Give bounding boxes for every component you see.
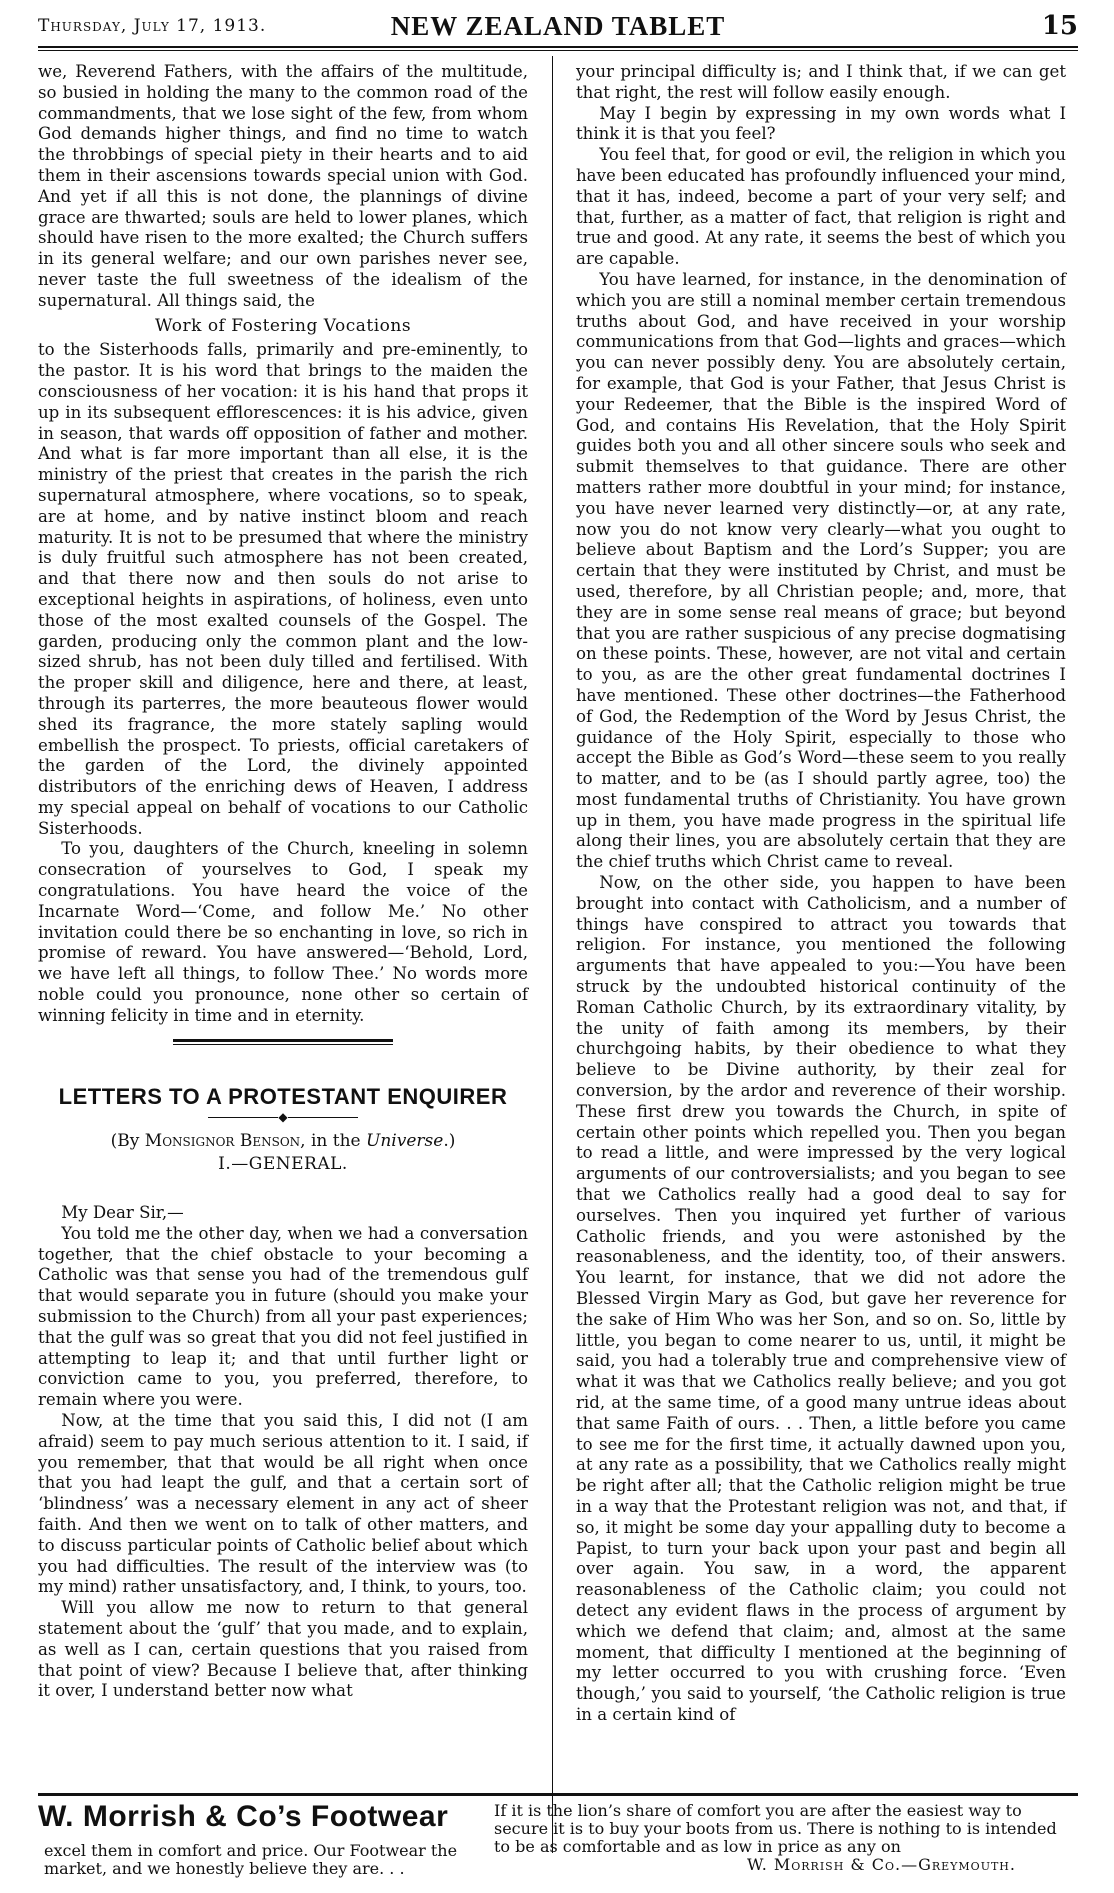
page-header	[38, 6, 1078, 46]
column-divider	[552, 56, 553, 1853]
masthead-title: NEW ZEALAND TABLET	[390, 10, 726, 41]
ad-body	[494, 1802, 1076, 1874]
source-name: Universe	[366, 1131, 444, 1152]
letter-paragraph: You told me the other day, when we had a conversation together, that the chief obstacle to your becoming a Catholic was that sense you had of the tremendous gulf that would separate you in future (should you make your submission to the Church) from all your past experiences; that the gulf was so great that you did not feel justified in attempting to leap it; and that until further light or conviction came to you, you preferred, therefore, to remain where you were.	[38, 1223, 528, 1410]
right-column	[576, 62, 1066, 1726]
letter-paragraph: You feel that, for good or evil, the religion in which you have been educated has profoundly influenced your mind, that it has, indeed, become a part of your very self; and that, further, as a matter of fact, that religion is right and true and good. At any rate, it seems the best of which you are capable.	[576, 145, 1066, 269]
section-heading: I.—GENERAL.	[218, 1154, 348, 1175]
section-subhead: Work of Fostering Vocations	[154, 315, 412, 336]
letter-salutation: My Dear Sir,—	[61, 1203, 184, 1223]
author-name: Monsignor Benson	[144, 1131, 301, 1152]
article-separator-thin	[173, 1044, 393, 1045]
page-number: 15	[1041, 11, 1078, 41]
ad-subtext: excel them in comfort and price. Our Footwear the market, and we honestly believe they are. . .	[44, 1841, 458, 1878]
letter-paragraph: Now, on the other side, you happen to have been brought into contact with Catholicism, and a number of things have conspired to attract you towards that religion. For instance, you mentioned the following arguments that have appealed to you:—You have been struck by the undoubted historical continuity of the Roman Catholic Church, by its extraordinary vitality, by the unity of faith among its members, by their churchgoing habits, by their obedience to what they believe to be Divine authority, by their zeal for conversion, by the ardor and reverence of their worship. These first drew you towards the Church, in spite of certain other points which repelled you. Then you began to read a little, and were impressed by the very logical arguments of our controversialists; and you began to see that we Catholics really had a good deal to say for ourselves. Then you inquired yet further of various Catholic friends, and you were astonished by the reasonableness, and the identity, too, of their answers. You learnt, for instance, that we did not adore the Blessed Virgin Mary as God, but gave her reverence for the sake of Him Who was her Son, and so on. So, little by little, you began to come nearer to us, until, it might be said, you had a tolerably true and comprehensive view of what it was that we Catholics really believe; and you got rid, at the same time, of a good many untrue ideas about that same Faith of ours. . . Then, a little before you came to see me for the first time, it actually dawned upon you, at any rate as a possibility, that we Catholics really might be right after all; that the Catholic religion might be true in a way that the Protestant religion was not, and that, if so, it might be some day your appalling duty to become a Papist, to turn your back upon your past and begin all over again. You saw, in a word, the apparent reasonableness of the Catholic claim; you could not detect any evident flaws in the process of argument by which we defend that claim; and, almost at the same moment, that difficulty I mentioned at the beginning of my letter occurred to you with crushing force. ‘Even though,’ you said to yourself, ‘the Catholic religion is true in a certain kind of	[576, 873, 1066, 1724]
daughters-paragraph: To you, daughters of the Church, kneeling in solemn consecration of yourselves to God, I speak my congratulations. You have heard the voice of the Incarnate Word—‘Come, and follow Me.’ No other invitation could there be so enchanting in love, so rich in promise of reward. You have answered—‘Behold, Lord, we have left all things, to follow Thee.’ No words more noble could you pronounce, none other so certain of winning felicity in time and in eternity.	[38, 839, 528, 1025]
intro-paragraph: we, Reverend Fathers, with the affairs of the multitude, so busied in holding the many to the common road of the commandments, that we lose sight of the few, from whom God demands higher things, and find no time to watch the throbbings of special piety in their hearts and to aid them in their ascensions towards special union with God. And yet if all this is not done, the plannings of divine grace are thwarted; souls are held to lower planes, which should have risen to the more exalted; the Church suffers in its general welfare; and our own parishes never see, never taste the full sweetness of the idealism of the supernatural. All things said, the	[38, 62, 528, 310]
header-rule	[38, 46, 1078, 48]
vocations-paragraph: to the Sisterhoods falls, primarily and pre-eminently, to the pastor. It is his word that brings to the maiden the consciousness of her vocation: it is his hand that props it up in its subsequent efflorescences: it is his advice, given in season, that wards off opposition of father and mother. And what is far more important than all else, it is the ministry of the priest that creates in the parish the rich supernatural atmosphere, where vocations, so to speak, are at home, and by native instinct bloom and reach maturity. It is not to be presumed that where the ministry is duly fruitful such atmosphere has not been created, and that there now and then souls do not arise to exceptional heights in aspirations, of holiness, even unto those of the most exalted counsels of the Gospel. The garden, producing only the common plant and the low-sized shrub, has not been duly tilled and fertilised. With the proper skill and diligence, here and there, at least, through its parterres, the more beauteous flower would shed its fragrance, the more stately sapling would embellish the prospect. To priests, official caretakers of the garden of the Lord, the divinely appointed distributors of the enriching dews of Heaven, I address my special appeal on behalf of vocations to our Catholic Sisterhoods.	[38, 340, 528, 838]
issue-date: Thursday, July 17, 1913.	[38, 16, 267, 36]
header-rule-thin	[38, 50, 1078, 51]
footwear-advertisement	[38, 1800, 1078, 1890]
ad-signature: W. Morrish & Co.—Greymouth.	[747, 1855, 1016, 1874]
letter-paragraph: Will you allow me now to return to that general statement about the ‘gulf’ that you made, and to explain, as well as I can, certain questions that you raised from that point of view? Because I believe that, after thinking it over, I understand better now what	[38, 1598, 528, 1701]
ad-body-text: If it is the lion’s share of comfort you are after the easiest way to secure it is to buy your boots from us. There is nothing to is intended to be as comfortable and as low in price as any on	[494, 1801, 1057, 1856]
title-ornament: ◆	[38, 1111, 528, 1123]
letter-paragraph: You have learned, for instance, in the denomination of which you are still a nominal member certain tremendous truths about God, and have received in your worship communications from that God—lights and graces—which you can never possibly deny. You are absolutely certain, for example, that God is your Father, that Jesus Christ is your Redeemer, that the Bible is the inspired Word of God, and contains His Revelation, that the Holy Spirit guides both you and all other sincere souls who seek and submit themselves to that guidance. There are other matters rather more doubtful in your mind; for instance, you have never learned very distinctly—or, at any rate, now you do not know very clearly—what you ought to believe about Baptism and the Lord’s Supper; you are certain that they were instituted by Christ, and must be used, therefore, by all Christian people; and, more, that they are in some sense real means of grace; but beyond that you are rather suspicious of any precise dogmatising on these points. These, however, are not vital and certain to you, as are the other great fundamental doctrines I have mentioned. These other doctrines—the Fatherhood of God, the Redemption of the Word by Jesus Christ, the guidance of the Holy Spirit, especially to those who accept the Bible as God’s Word—these seem to you really to matter, and to be (as I should partly agree, too) the most fundamental truths of Christianity. You have grown up in them, you have made progress in the spiritual life along their lines, you are absolutely certain that they are the chief truths which Christ came to reveal.	[576, 269, 1066, 872]
article-byline: (By Monsignor Benson, in the Universe.)	[110, 1131, 456, 1152]
letter-paragraph: Now, at the time that you said this, I did not (I am afraid) seem to pay much serious attention to it. I said, if you remember, that that would be all right when once that you had leapt the gulf, and that a certain sort of ‘blindness’ was a necessary element in any act of sheer faith. And then we went on to talk of other matters, and to discuss particular points of Catholic belief about which you had difficulties. The result of the interview was (to my mind) rather unsatisfactory, and, I think, to yours, too.	[38, 1411, 528, 1597]
advertisement-rule	[38, 1793, 1078, 1796]
ad-headline: W. Morrish & Co’s Footwear	[38, 1800, 449, 1833]
left-column	[38, 62, 528, 1702]
article-title: LETTERS TO A PROTESTANT ENQUIRER	[58, 1083, 508, 1109]
article-separator	[173, 1039, 393, 1042]
letter-paragraph: your principal difficulty is; and I think that, if we can get that right, the rest will follow easily enough.	[576, 62, 1066, 102]
letter-paragraph: May I begin by expressing in my own words what I think it is that you feel?	[576, 103, 1066, 144]
